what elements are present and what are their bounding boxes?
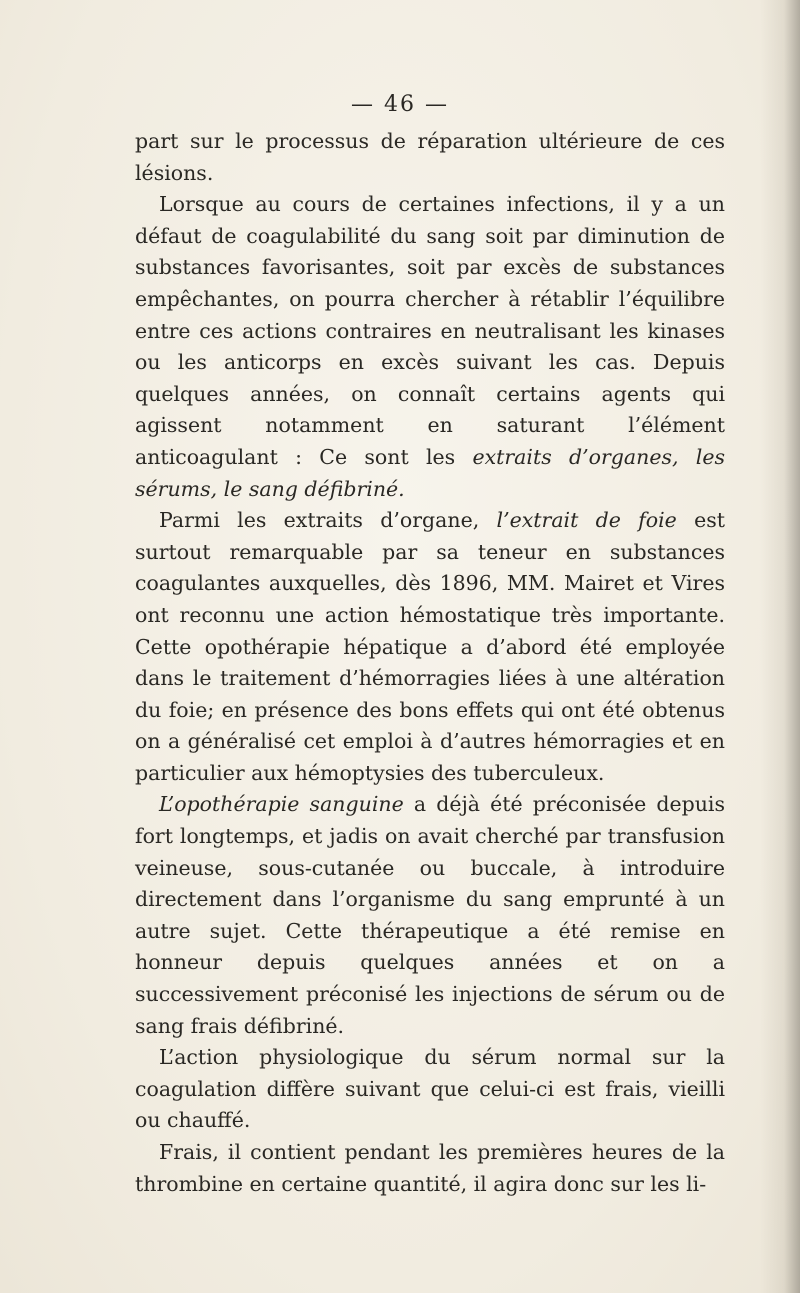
paragraph bbox=[135, 505, 725, 789]
italic-phrase: L’opothérapie sanguine bbox=[159, 792, 404, 817]
paragraph bbox=[135, 1042, 725, 1137]
italic-phrase: extraits d’organes, les sérums, le sang défibriné. bbox=[135, 444, 725, 501]
body-text bbox=[135, 126, 725, 1200]
text-run: Parmi les extraits d’organe, bbox=[159, 508, 497, 533]
paragraph bbox=[135, 789, 725, 1042]
paragraph bbox=[135, 189, 725, 505]
paragraph bbox=[135, 126, 725, 189]
page-number: — 46 — bbox=[351, 92, 449, 117]
text-run: est surtout remarquable par sa teneur en substances coagulantes auxquelles, dès 1896, MM. Mairet et Vires ont reconnu une action hémostatique très importante. Cette opothérapie hépatique a d’abord été employée dans le traitement d’hémorragies liées à une altération du foie; en présence des bons effets qui ont été obtenus on a généralisé cet emploi à d’autres hémorragies et en particulier aux hémoptysies des tuberculeux. bbox=[135, 508, 725, 785]
text-run: part sur le processus de réparation ultérieure de ces lésions. bbox=[135, 129, 725, 185]
text-run: Lorsque au cours de certaines infections, il y a un défaut de coagulabilité du sang soit par diminution de substances favorisantes, soit par excès de substances empêchantes, on pourra chercher à rétablir l’équilibre entre ces actions contraires en neutralisant les kinases ou les anticorps en excès suivant les cas. Depuis quelques années, on connaît certains agents qui agissent notamment en saturant l’élément anticoagulant : Ce sont les bbox=[135, 192, 725, 469]
text-run: a déjà été préconisée depuis fort longtemps, et jadis on avait cherché par transfusion veineuse, sous-cutanée ou buccale, à introduire directement dans l’organisme du sang emprunté à un autre sujet. Cette thérapeutique a été remise en honneur depuis quelques années et on a successivement préconisé les injections de sérum ou de sang frais défibriné. bbox=[135, 792, 725, 1038]
page-edge-shadow bbox=[760, 0, 800, 1293]
paragraph bbox=[135, 1137, 725, 1200]
text-run: L’action physiologique du sérum normal sur la coagulation diffère suivant que celui-ci est frais, vieilli ou chauffé. bbox=[135, 1045, 725, 1133]
italic-phrase: l’extrait de foie bbox=[496, 508, 677, 533]
text-run: Frais, il contient pendant les premières heures de la thrombine en certaine quantité, il agira donc sur les li- bbox=[135, 1140, 725, 1196]
